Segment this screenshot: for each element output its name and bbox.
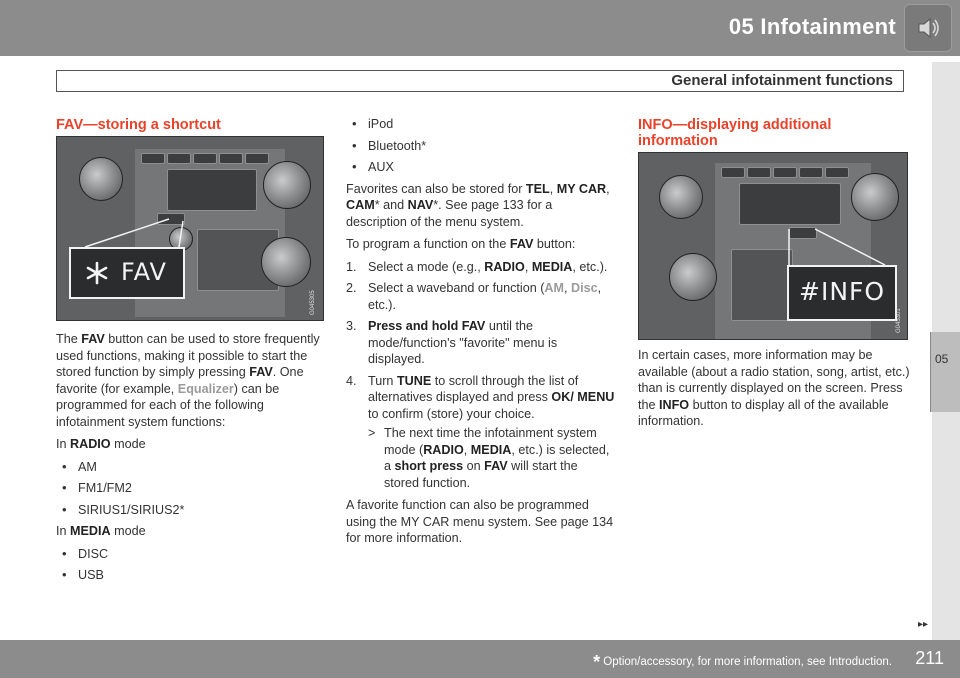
section-title: General infotainment functions — [671, 72, 893, 89]
favorites-note: Favorites can also be stored for TEL, MY CAR, CAM* and NAV*. See page 133 for a description of the menu system. — [346, 181, 610, 229]
program-intro: To program a function on the FAV button: — [346, 237, 576, 251]
program-steps — [346, 259, 616, 492]
section-bar — [56, 70, 904, 92]
list-item: • SIRIUS1/SIRIUS2* — [56, 502, 324, 519]
list-item: • USB — [56, 567, 324, 584]
speaker-icon — [913, 13, 943, 43]
chapter-tab-label: 05 — [935, 352, 949, 366]
list-item: • iPod — [346, 116, 616, 133]
page-number: 211 — [915, 648, 944, 668]
image-code: G045301 — [896, 308, 902, 333]
info-callout-label: #INFO — [799, 277, 886, 306]
chapter-header — [0, 0, 960, 56]
step-2: 2. Select a waveband or function (AM, Disc, etc.). — [346, 281, 602, 312]
media-list — [56, 546, 324, 584]
media-list-continued — [346, 116, 616, 176]
info-body: In certain cases, more information may be available (about a radio station, song, artist, etc.) than is currently displayed on the screen. Press the INFO button to display all of the available information. — [638, 348, 910, 428]
left-text — [56, 331, 324, 589]
fav-callout — [69, 247, 185, 299]
right-column — [638, 117, 908, 149]
middle-column — [346, 116, 616, 553]
chapter-title: 05 Infotainment — [728, 14, 896, 39]
fav-intro: The FAV button can be used to store frequently used functions, making it possible to start the stored function by simply pressing FAV. One favorite (for example, Equalizer) can be programmed for each of the following infotainment system functions: — [56, 332, 320, 429]
list-item: • AUX — [346, 159, 616, 176]
asterisk-icon — [85, 261, 109, 285]
closing-note: A favorite function can also be programmed using the MY CAR menu system. See page 134 for more information. — [346, 498, 614, 545]
right-text — [638, 347, 910, 436]
info-callout — [787, 265, 897, 321]
radio-mode-label: In RADIO mode — [56, 437, 146, 451]
next-page-arrows[interactable]: ▸▸ — [918, 619, 929, 630]
list-item: • AM — [56, 459, 324, 476]
left-column — [56, 117, 324, 133]
step-1: 1. Select a mode (e.g., RADIO, MEDIA, etc.). — [346, 259, 608, 274]
info-heading: INFO—displaying additional information — [638, 117, 832, 149]
radio-list — [56, 459, 324, 519]
fav-heading: FAV—storing a shortcut — [56, 117, 221, 133]
list-item: • DISC — [56, 546, 324, 563]
step-3: 3. Press and hold FAV until the mode/function's "favorite" menu is displayed. — [346, 319, 558, 366]
list-item: • FM1/FM2 — [56, 480, 324, 497]
fav-photo — [56, 136, 324, 321]
speaker-icon-box — [904, 4, 952, 52]
info-photo — [638, 152, 908, 340]
page-footer — [0, 640, 960, 678]
equalizer-link: Equalizer — [177, 381, 234, 396]
image-code: G045305 — [310, 290, 316, 315]
list-item: • Bluetooth* — [346, 138, 616, 155]
media-mode-label: In MEDIA mode — [56, 524, 146, 538]
chapter-tab[interactable] — [930, 332, 960, 412]
fav-callout-label: FAV — [121, 258, 167, 286]
step-4: 4. Turn TUNE to scroll through the list of alternatives displayed and press OK/ MENU to confirm (store) your choice. > The next time the infotainment system mode (RADIO, MEDIA, etc.) is selected, a short press on FAV will start the stored function. — [346, 373, 615, 490]
step-result: > The next time the infotainment system mode (RADIO, MEDIA, etc.) is selected, a short press on FAV will start the stored function. — [368, 426, 610, 490]
footer-note: * Option/accessory, for more information, see Introduction. — [593, 652, 892, 672]
